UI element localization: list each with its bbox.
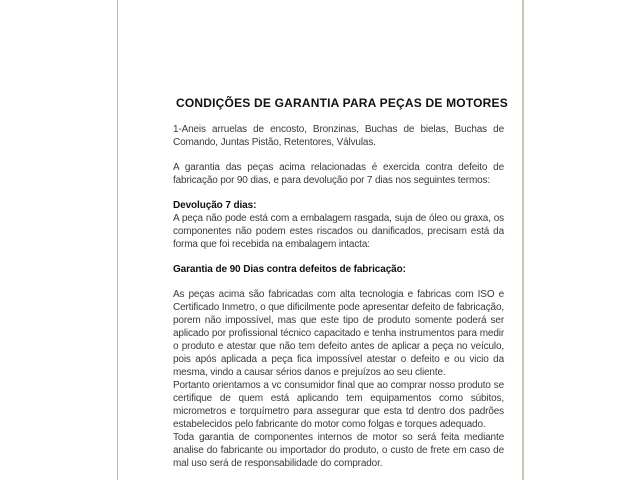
document-title: CONDIÇÕES DE GARANTIA PARA PEÇAS DE MOTORES bbox=[176, 96, 508, 110]
section-garantia-paragraph-2: Portanto orientamos a vc consumidor final que ao comprar nosso produto se certifique de quem está aplicando tem equipamentos como súbitos, micrometros e torquímetro para assegurar que esta td dentro dos padrões estabelecidos pelo fabricante do motor como folgas e torques adequado. bbox=[173, 380, 504, 430]
section-garantia-paragraph-1: As peças acima são fabricadas com alta tecnologia e fabricas com ISO e Certificado Inmetro, o que dificilmente pode apresentar defeito de fabricação, porem não impossível, mas que este tipo de produto somente poderá ser aplicado por profissional técnico capacitado e tenha instrumentos para medir o produto e atestar que não tem defeito antes de aplicar a peça no veículo, pois após aplicada a peça fica impossível atestar o defeito e ou vicio da mesma, vindo a causar sérios danos e prejuízos ao seu cliente. bbox=[173, 289, 504, 378]
closing-paragraph: Toda garantia de componentes internos de motor so será feita mediante analise do fabricante ou importador do produto, o custo de frete em caso de mal uso será de responsabilidade do comprador. bbox=[173, 432, 504, 469]
section-garantia-90-dias bbox=[173, 263, 504, 431]
section-heading-devolucao: Devolução 7 dias: bbox=[173, 200, 257, 211]
section-devolucao-paragraph: A peça não pode está com a embalagem rasgada, suja de óleo ou graxa, os componentes não podem estes riscados ou danificados, precisam está da forma que foi recebida na embalagem intacta: bbox=[173, 213, 504, 250]
intro-paragraph: A garantia das peças acima relacionadas é exercida contra defeito de fabricação por 90 dias, e para devolução por 7 dias nos seguintes termos: bbox=[173, 162, 504, 186]
left-page-border bbox=[117, 0, 118, 480]
document-body bbox=[173, 96, 508, 480]
section-devolucao-7-dias bbox=[173, 199, 504, 251]
section-heading-garantia-90: Garantia de 90 Dias contra defeitos de fabricação: bbox=[173, 264, 406, 275]
right-page-border bbox=[522, 0, 524, 480]
parts-list-paragraph: 1-Aneis arruelas de encosto, Bronzinas, Buchas de bielas, Buchas de Comando, Juntas Pistão, Retentores, Válvulas. bbox=[173, 124, 504, 148]
